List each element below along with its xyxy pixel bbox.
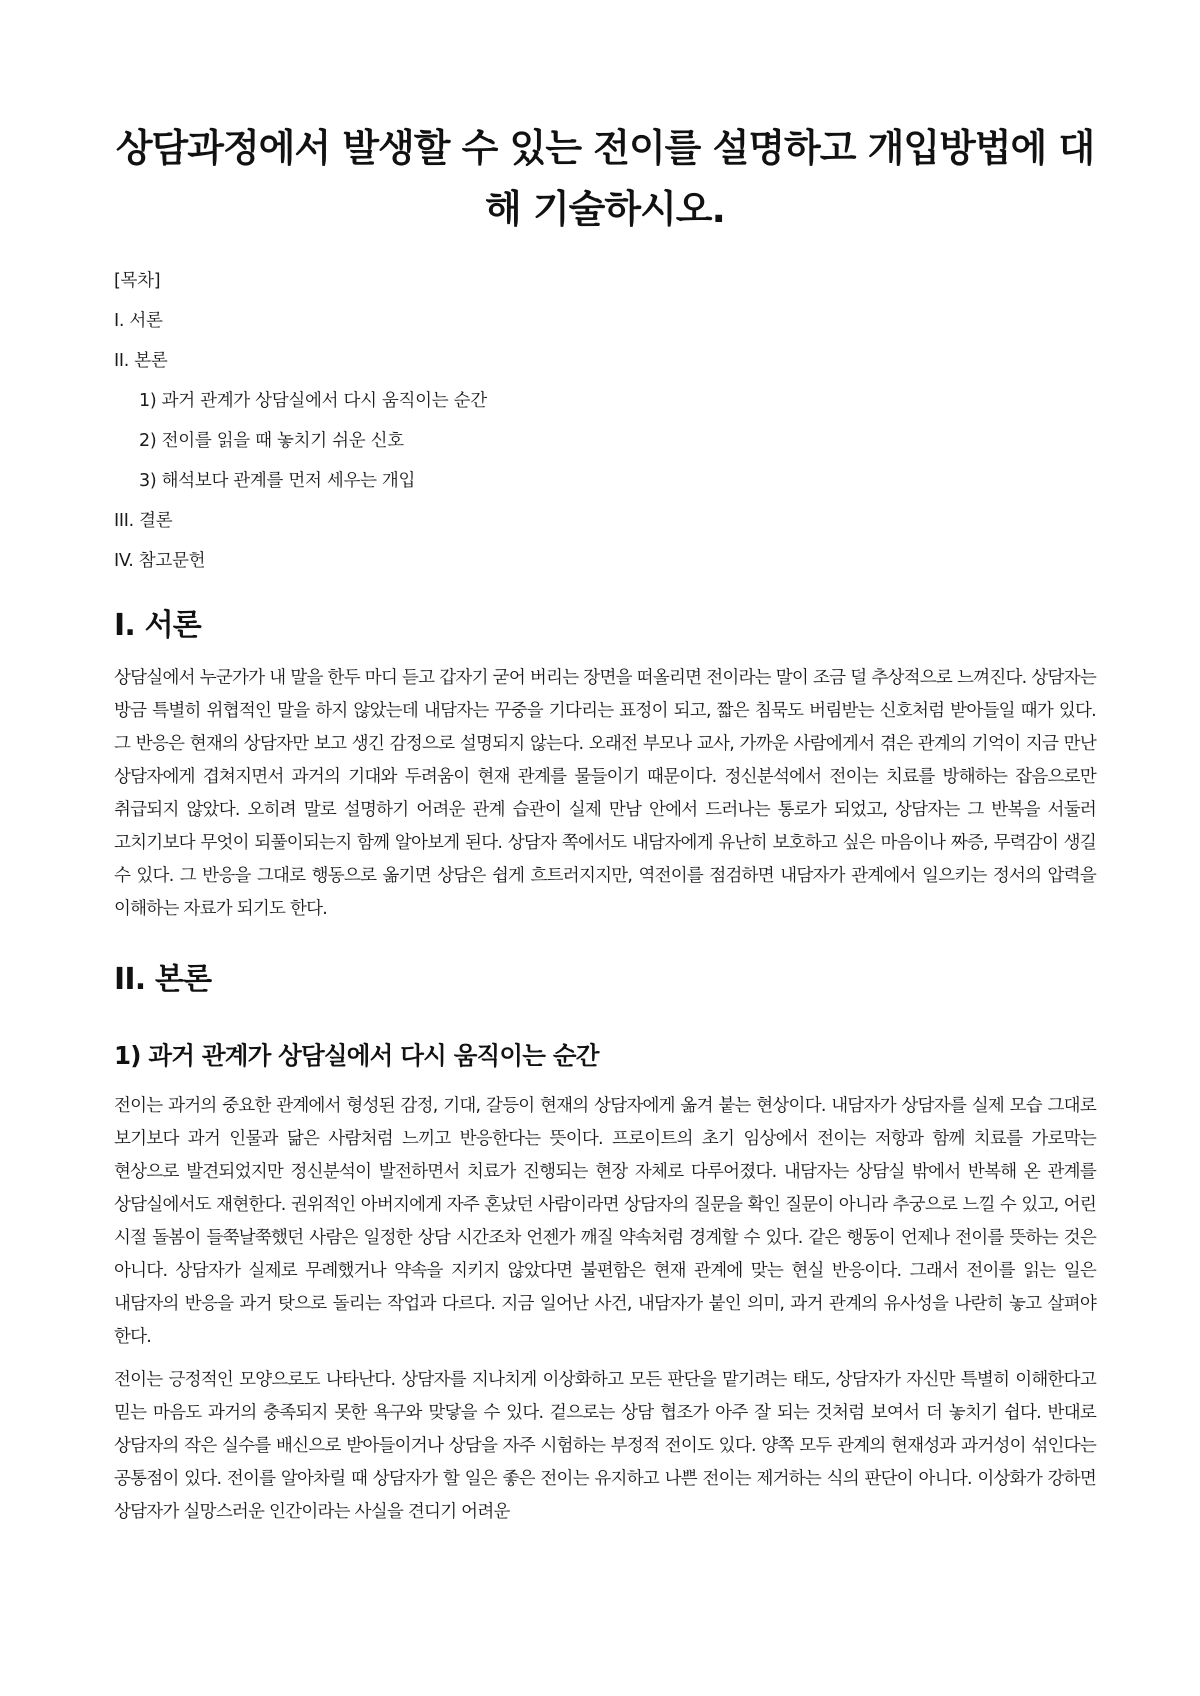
introduction-paragraph: 상담실에서 누군가가 내 말을 한두 마디 듣고 갑자기 굳어 버리는 장면을 떠올리면 전이라는 말이 조금 덜 추상적으로 느껴진다. 상담자는 방금 특별히 위협적인 말을 하지 않았는데 내담자는 꾸중을 기다리는 표정이 되고, 짧은 침묵도 버림받는 신호처럼 받아들일 때가 있다. 그 반응은 현재의 상담자만 보고 생긴 감정으로 설명되지 않는다. 오래전 부모나 교사, 가까운 사람에게서 겪은 관계의 기억이 지금 만난 상담자에게 겹쳐지면서 과거의 기대와 두려움이 현재 관계를 물들이기 때문이다. 정신분석에서 전이는 치료를 방해하는 잡음으로만 취급되지 않았다. 오히려 말로 설명하기 어려운 관계 습관이 실제 만남 안에서 드러나는 통로가 되었고, 상담자는 그 반복을 서둘러 고치기보다 무엇이 되풀이되는지 함께 알아보게 된다. 상담자 쪽에서도 내담자에게 유난히 보호하고 싶은 마음이나 짜증, 무력감이 생길 수 있다. 그 반응을 그대로 행동으로 옮기면 상담은 쉽게 흐트러지지만, 역전이를 점검하면 내담자가 관계에서 일으키는 정서의 압력을 이해하는 자료가 되기도 한다. <box>114 668 1096 919</box>
toc-item-body: II. 본론 <box>114 351 168 371</box>
subsection-heading-1: 1) 과거 관계가 상담실에서 다시 움직이는 순간 <box>114 1041 599 1070</box>
table-of-contents <box>114 270 1096 572</box>
toc-item-conclusion: III. 결론 <box>114 511 173 531</box>
toc-subitem-3: 3) 해석보다 관계를 먼저 세우는 개입 <box>139 471 416 491</box>
section-heading-introduction: I. 서론 <box>114 608 201 643</box>
toc-subitem-1: 1) 과거 관계가 상담실에서 다시 움직이는 순간 <box>139 391 487 411</box>
toc-item-introduction: I. 서론 <box>114 311 163 331</box>
toc-subitem-2: 2) 전이를 읽을 때 놓치기 쉬운 신호 <box>139 431 404 451</box>
subsection-1-paragraph-1: 전이는 과거의 중요한 관계에서 형성된 감정, 기대, 갈등이 현재의 상담자에게 옮겨 붙는 현상이다. 내담자가 상담자를 실제 모습 그대로 보기보다 과거 인물과 닮은 사람처럼 느끼고 반응한다는 뜻이다. 프로이트의 초기 임상에서 전이는 저항과 함께 치료를 가로막는 현상으로 발견되었지만 정신분석이 발전하면서 치료가 진행되는 현장 자체로 다루어졌다. 내담자는 상담실 밖에서 반복해 온 관계를 상담실에서도 재현한다. 권위적인 아버지에게 자주 혼났던 사람이라면 상담자의 질문을 확인 질문이 아니라 추궁으로 느낄 수 있고, 어린 시절 돌봄이 들쭉날쭉했던 사람은 일정한 상담 시간조차 언젠가 깨질 약속처럼 경계할 수 있다. 같은 행동이 언제나 전이를 뜻하는 것은 아니다. 상담자가 실제로 무례했거나 약속을 지키지 않았다면 불편함은 현재 관계에 맞는 현실 반응이다. 그래서 전이를 읽는 일은 내담자의 반응을 과거 탓으로 돌리는 작업과 다르다. 지금 일어난 사건, 내담자가 붙인 의미, 과거 관계의 유사성을 나란히 놓고 살펴야 한다. <box>114 1096 1096 1347</box>
toc-item-references: IV. 참고문헌 <box>114 551 206 571</box>
subsection-1-paragraph-2: 전이는 긍정적인 모양으로도 나타난다. 상담자를 지나치게 이상화하고 모든 판단을 맡기려는 태도, 상담자가 자신만 특별히 이해한다고 믿는 마음도 과거의 충족되지 못한 욕구와 맞닿을 수 있다. 겉으로는 상담 협조가 아주 잘 되는 것처럼 보여서 더 놓치기 쉽다. 반대로 상담자의 작은 실수를 배신으로 받아들이거나 상담을 자주 시험하는 부정적 전이도 있다. 양쪽 모두 관계의 현재성과 과거성이 섞인다는 공통점이 있다. 전이를 알아차릴 때 상담자가 할 일은 좋은 전이는 유지하고 나쁜 전이는 제거하는 식의 판단이 아니다. 이상화가 강하면 상담자가 실망스러운 인간이라는 사실을 견디기 어려운 <box>114 1370 1096 1522</box>
toc-heading: [목차] <box>114 271 161 291</box>
section-heading-body: II. 본론 <box>114 962 212 997</box>
document-title: 상담과정에서 발생할 수 있는 전이를 설명하고 개입방법에 대해 기술하시오. <box>115 126 1095 231</box>
